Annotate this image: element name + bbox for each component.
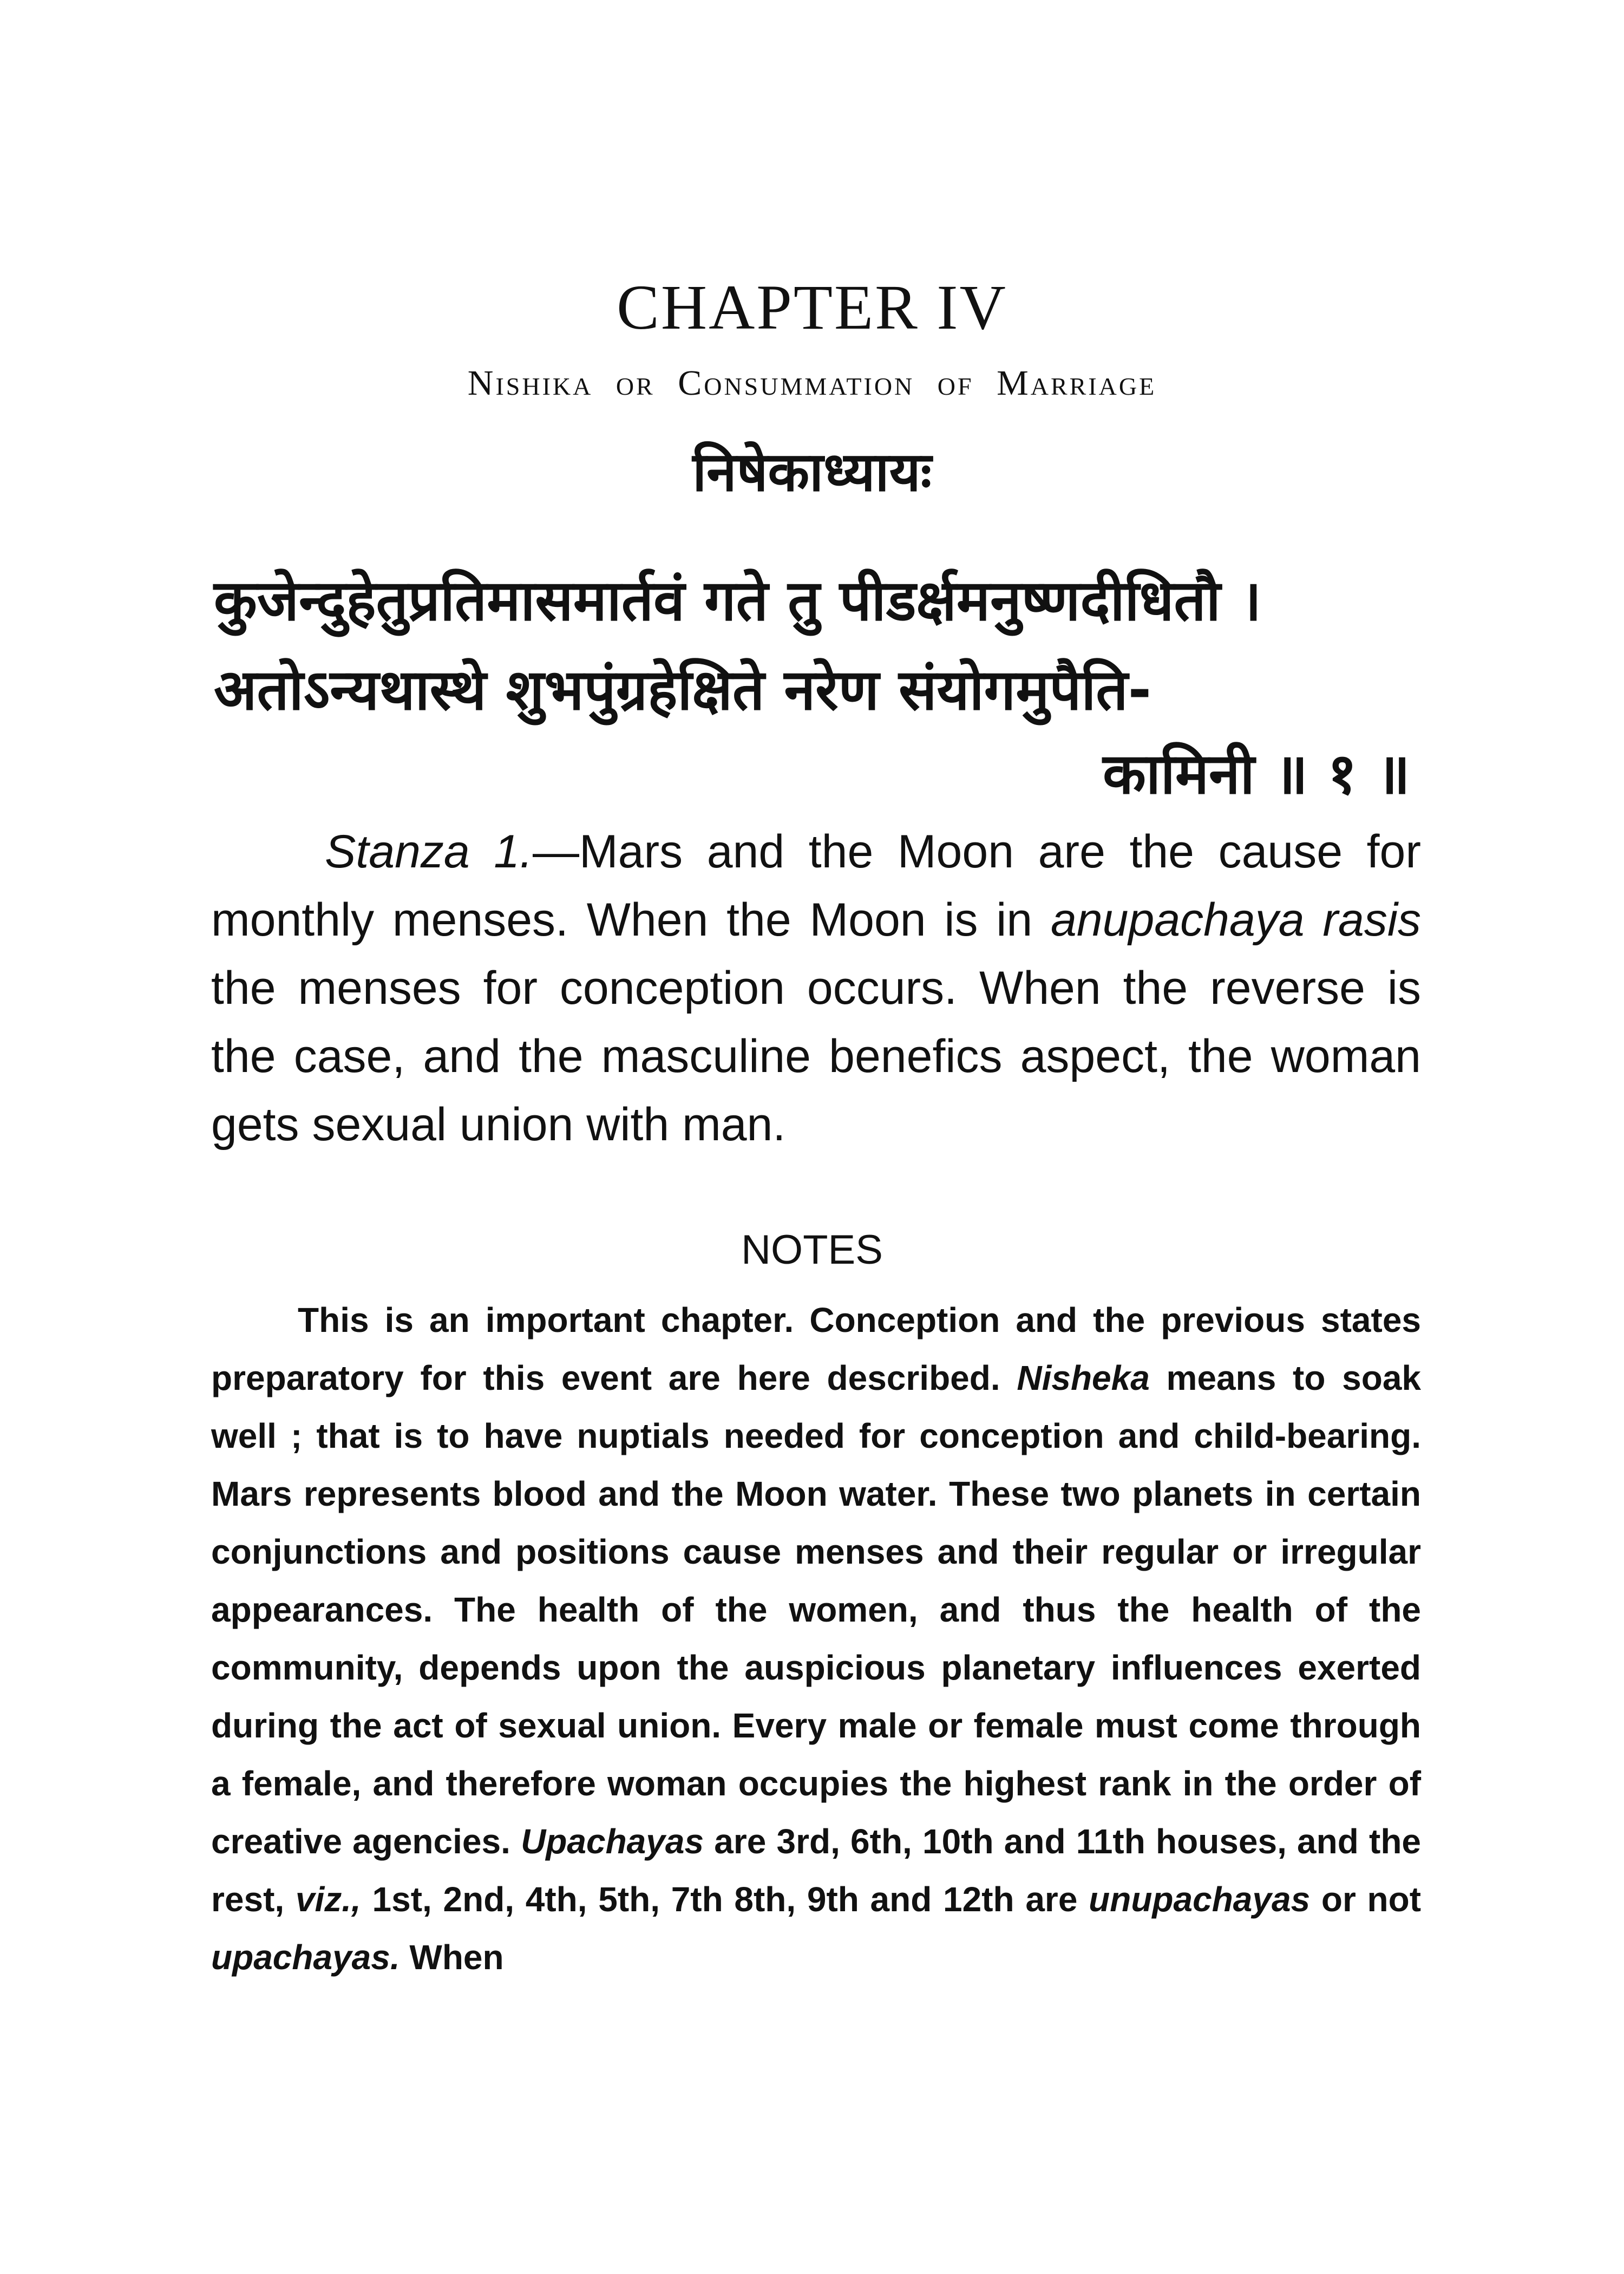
verse-line-2: अतोऽन्यथास्थे शुभपुंग्रहेक्षिते नरेण संयोगमुपैति- <box>214 657 1151 723</box>
sanskrit-title: निषेकाध्यायः <box>692 440 932 504</box>
notes-term-2: Upachayas <box>521 1822 704 1861</box>
chapter-subtitle: Nishika or Consummation of Marriage <box>467 363 1157 403</box>
notes-term-4: unupachayas <box>1089 1880 1311 1919</box>
stanza-translation <box>211 818 1421 1159</box>
stanza-label: Stanza 1. <box>325 826 533 878</box>
notes-text-1: This is an important chapter. Conception and the previous states preparatory for this event are here described. <box>211 1301 1421 1397</box>
notes-paragraph <box>211 1291 1421 1987</box>
notes-heading: NOTES <box>741 1227 883 1273</box>
notes-term-3: viz., <box>295 1880 361 1919</box>
notes-text-2: means to soak well ; that is to have nuptials needed for conception and child-bearing. Mars represents blood and the Moon water. These two planets in certain conjunctions and positions cause menses and their regular or irregular appearances. The health of the women, and thus the health of the community, depends upon the auspicious planetary influences exerted during the act of sexual union. Every male or female must come through a female, and therefore woman occupies the highest rank in the order of creative agencies. <box>211 1358 1422 1861</box>
notes-text-6: When <box>409 1938 504 1977</box>
notes-text-5: or not <box>1321 1880 1422 1919</box>
stanza-text-a: —Mars and the Moon are the cause for monthly menses. When the Moon is in <box>211 826 1422 946</box>
notes-term-1: Nisheka <box>1017 1358 1150 1397</box>
chapter-title: CHAPTER IV <box>617 272 1007 343</box>
verse-line-1: कुजेन्दुहेतुप्रतिमासमार्तवं गते तु पीडर्क्षमनुष्णदीधितौ । <box>214 567 1262 633</box>
stanza-text-b: the menses for conception occurs. When the reverse is the case, and the masculine benefics aspect, the woman gets sexual union with man. <box>211 962 1421 1151</box>
notes-term-5: upachayas. <box>211 1938 400 1977</box>
verse-line-3: कामिनी ॥ १ ॥ <box>1103 741 1410 807</box>
notes-text-4: 1st, 2nd, 4th, 5th, 7th 8th, 9th and 12th are <box>372 1880 1078 1919</box>
stanza-term: anupachaya rasis <box>1051 894 1421 946</box>
notes-text-3: are 3rd, 6th, 10th and 11th houses, and the rest, <box>211 1822 1422 1919</box>
